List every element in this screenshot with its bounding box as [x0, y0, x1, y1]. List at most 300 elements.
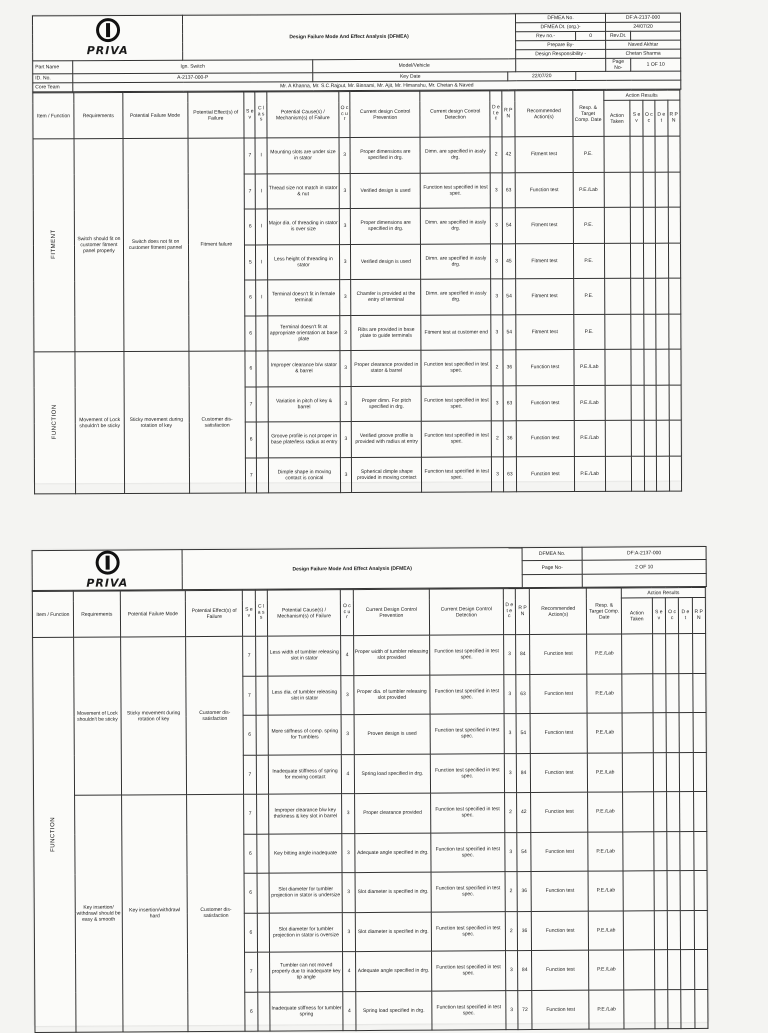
class-cell — [257, 873, 269, 913]
col-header-class: C l a s s — [255, 92, 267, 138]
action-result-cell — [655, 207, 668, 243]
rpn-cell: 36 — [503, 421, 517, 457]
action-result-cell — [679, 673, 693, 713]
rpn-cell: 54 — [502, 314, 516, 350]
col-header-detection: Current Design Control Detection — [429, 589, 503, 635]
responsibility-cell: P.E./Lab — [587, 713, 622, 753]
class-cell — [257, 422, 268, 458]
action-result-cell — [655, 172, 668, 208]
model-label: Model/Vehicle — [313, 59, 516, 73]
col-header-requirements: Requirements — [74, 93, 123, 139]
action-result-cell — [605, 385, 632, 421]
effect-cell: Customer dis-satisfaction — [186, 636, 244, 794]
rpn-cell: 54 — [517, 832, 532, 872]
rpn-cell: 36 — [517, 911, 532, 951]
class-cell — [256, 351, 267, 387]
page-no-value: 1 OF 10 — [631, 58, 681, 71]
recommended-cell: Function test — [530, 634, 587, 674]
action-result-cell — [632, 420, 645, 456]
detec-cell: 2 — [490, 137, 501, 173]
col-header-result-occ: O c c — [665, 598, 678, 634]
table-row — [34, 792, 707, 836]
col-header-detec: D e t e c — [490, 91, 502, 137]
action-result-cell — [604, 136, 631, 172]
rpn-cell: 42 — [516, 793, 531, 833]
sev-cell: 6 — [244, 209, 255, 245]
recommended-cell: Function test — [531, 792, 588, 832]
recommended-cell: Function test — [530, 674, 587, 714]
action-result-cell — [669, 456, 682, 492]
cause-cell: Mounting slots are under size in stator — [267, 138, 339, 174]
col-header-requirements: Requirements — [73, 591, 120, 637]
failure-mode-cell: Switch does not fit on customer fitment pannel — [123, 138, 189, 351]
prevention-cell: Proper dimensions are specified in drg. — [350, 137, 420, 173]
detec-cell: 3 — [491, 385, 502, 421]
effect-cell: Customer dis-satisfaction — [188, 351, 245, 493]
cause-cell: Slot diameter for tumbler projection in stator is oversize — [269, 912, 343, 952]
recommended-cell: Fitment test — [516, 279, 574, 315]
action-result-cell — [693, 713, 707, 753]
action-result-cell — [667, 831, 681, 871]
page-no-value: 2 OF 10 — [582, 560, 706, 574]
detec-cell: 3 — [491, 279, 502, 315]
col-header-effects: Potential Effect(s) of Failure — [187, 92, 244, 138]
responsibility-cell: P.E./Lab — [588, 792, 623, 832]
action-result-cell — [669, 420, 682, 456]
dfmea-no-value: DF:A-2137-000 — [605, 13, 680, 22]
class-cell: I — [256, 280, 267, 316]
recommended-cell: Function test — [531, 911, 588, 951]
table-row — [33, 634, 706, 678]
detec-cell: 3 — [491, 243, 502, 279]
effect-cell: Fitment failure — [188, 138, 246, 351]
responsibility-cell: P.E./Lab — [574, 385, 605, 421]
action-result-cell — [604, 207, 631, 243]
class-cell — [257, 913, 269, 953]
sev-cell: 6 — [245, 913, 257, 953]
action-result-cell — [631, 278, 644, 314]
action-result-cell — [605, 349, 632, 385]
rpn-cell: 45 — [502, 243, 516, 279]
occur-cell: 3 — [340, 315, 351, 351]
class-cell — [255, 676, 267, 716]
action-result-cell — [623, 792, 654, 832]
prevention-cell: Verified design is used — [351, 244, 421, 280]
col-header-detec: D e t e c — [503, 589, 516, 635]
col-header-action-results: Action Results — [621, 588, 705, 599]
dfmea-table-page-1 — [32, 90, 682, 495]
recommended-cell: Function test — [515, 172, 573, 208]
action-result-cell — [631, 314, 644, 350]
item-function-cell — [34, 352, 76, 494]
action-result-cell — [680, 792, 694, 832]
occur-cell: 3 — [339, 173, 350, 209]
rev-no-value: 0 — [576, 31, 606, 40]
rpn-cell: 84 — [516, 635, 531, 675]
action-result-cell — [680, 752, 694, 792]
action-result-cell — [654, 831, 668, 871]
col-header-cause: Potential Cause(s) / Mechanism(s) of Failure — [267, 92, 339, 138]
responsibility-cell: P.E./Lab — [588, 871, 623, 911]
action-result-cell — [632, 456, 645, 492]
sev-cell: 7 — [245, 386, 256, 422]
occur-cell: 3 — [342, 833, 354, 873]
rpn-cell: 84 — [516, 753, 531, 793]
dfmea-sheet-page-1 — [32, 13, 682, 484]
prevention-cell: Chamfer is provided at the entry of terminal — [351, 279, 421, 315]
prevention-cell: Slot diameter is specified in drg. — [355, 912, 432, 952]
action-result-cell — [668, 314, 681, 350]
class-cell: I — [256, 209, 267, 245]
action-result-cell — [668, 349, 681, 385]
action-result-cell — [694, 910, 708, 950]
requirement-cell: Key insertion/ withdrawl should be easy & smooth — [74, 795, 122, 1032]
action-result-cell — [680, 871, 694, 911]
prevention-cell: Adequate angle specified in drg. — [355, 951, 432, 991]
action-result-cell — [654, 950, 668, 990]
col-header-prevention: Current design Control Prevention — [350, 91, 420, 137]
sev-cell: 6 — [243, 715, 255, 755]
sev-cell: 7 — [244, 755, 256, 795]
responsibility-cell: P.E./Lab — [589, 911, 624, 951]
action-result-cell — [654, 910, 668, 950]
action-result-cell — [604, 172, 631, 208]
col-header-action-results: Action Results — [603, 90, 679, 100]
action-result-cell — [643, 136, 656, 172]
sev-cell: 7 — [244, 794, 256, 834]
item-function-label: FITMENT — [50, 229, 57, 260]
rpn-cell: 42 — [502, 137, 516, 173]
col-header-prevention: Current Design Control Prevention — [353, 589, 430, 635]
responsibility-cell: P.E. — [573, 207, 604, 243]
col-header-cause: Potential Cause(s) / Mechanism(s) of Failure — [267, 590, 341, 636]
action-result-cell — [681, 910, 695, 950]
detection-cell: Function test specified in test spec. — [431, 911, 505, 951]
detec-cell: 3 — [505, 951, 517, 991]
cause-cell: Improper clearance b/w stator & barrel — [268, 351, 340, 387]
action-result-cell — [655, 136, 668, 172]
action-result-cell — [644, 456, 657, 492]
effect-cell: Customer dis-satisfaction — [187, 794, 246, 1031]
rpn-cell: 84 — [517, 951, 532, 991]
rpn-cell: 54 — [502, 279, 516, 315]
header-table-page-2 — [32, 546, 707, 591]
detection-cell: Function test specified in test spec. — [422, 421, 492, 457]
logo-icon — [95, 551, 119, 575]
part-name-value: Ign. Switch — [73, 60, 313, 74]
action-result-cell — [604, 278, 631, 314]
occur-cell: 3 — [340, 457, 351, 493]
detection-cell: Function test specified in test spec. — [431, 872, 505, 912]
rpn-cell: 36 — [517, 872, 532, 912]
action-result-cell — [643, 278, 656, 314]
detection-cell: Dimn. are specified in assly drg. — [421, 243, 491, 279]
prevention-cell: Adequate angle specified in drg. — [354, 833, 431, 873]
item-function-cell — [33, 139, 75, 352]
detection-cell: Function test specified in test spec. — [431, 832, 505, 872]
prevention-cell: Proven design is used — [354, 714, 431, 754]
prevention-cell: Spring load specified in drg. — [355, 991, 432, 1031]
recommended-cell: Function test — [531, 871, 588, 911]
prevention-cell: Proper clearance provided — [354, 793, 431, 833]
key-date-label: Key Date — [313, 72, 508, 82]
rpn-cell: 63 — [503, 456, 517, 492]
page-no-label: Page No- — [522, 561, 582, 575]
col-header-item: Item / Function — [33, 93, 74, 139]
sev-cell: 6 — [245, 992, 257, 1032]
col-header-class: C l a s s — [255, 590, 268, 636]
sev-cell: 7 — [246, 457, 257, 493]
action-result-cell — [694, 989, 708, 1029]
action-result-cell — [605, 420, 632, 456]
action-result-cell — [624, 950, 655, 990]
class-cell — [257, 386, 268, 422]
action-result-cell — [694, 950, 708, 990]
cause-cell: Slot diameter for tumbler projection in stator is undersize — [269, 873, 343, 913]
occur-cell: 3 — [340, 422, 351, 458]
responsibility-cell: P.E./Lab — [574, 456, 605, 492]
prevention-cell: Proper dimn. For pitch specified in drg. — [351, 386, 421, 422]
header-table — [32, 13, 681, 93]
col-header-action-taken: Action Taken — [603, 100, 630, 136]
class-cell — [257, 952, 269, 992]
action-result-cell — [653, 752, 667, 792]
detection-cell: Function test specified in test spec. — [430, 674, 504, 714]
sev-cell: 6 — [245, 280, 256, 316]
col-header-rpn: R P N — [501, 91, 515, 137]
occur-cell: 3 — [340, 280, 351, 316]
rpn-cell: 72 — [518, 990, 533, 1030]
rpn-cell: 63 — [502, 172, 516, 208]
detection-cell: Dimn. are specified in assly drg. — [420, 137, 490, 173]
action-result-cell — [681, 950, 695, 990]
sev-cell: 5 — [245, 244, 256, 280]
occur-cell: 4 — [342, 754, 354, 794]
action-result-cell — [669, 385, 682, 421]
prevention-cell: Proper dimensions are specified in drg. — [351, 208, 421, 244]
cause-cell: Thread size not match in stator & nut — [267, 173, 339, 209]
action-result-cell — [693, 752, 707, 792]
action-result-cell — [623, 910, 654, 950]
col-header-detection: Current design Control Detection — [420, 91, 490, 137]
recommended-cell: Fitment test — [515, 137, 573, 173]
col-header-responsibility: Resp. & Target Comp. Date — [587, 588, 622, 634]
design-resp-value: Chetan Sharma — [606, 49, 681, 58]
detec-cell: 3 — [492, 456, 503, 492]
prepared-by-value: Naved Akhtar — [606, 40, 681, 49]
action-result-cell — [656, 243, 669, 279]
occur-cell: 3 — [342, 794, 354, 834]
class-cell — [256, 715, 268, 755]
action-result-cell — [666, 673, 680, 713]
rpn-cell: 63 — [503, 385, 517, 421]
class-cell: I — [256, 138, 267, 174]
sev-cell: 7 — [243, 636, 255, 676]
requirement-cell: Switch should fit on customer fitment panel properly — [74, 139, 123, 352]
prevention-cell: Proper clearance provided in stator & barrel — [351, 350, 421, 386]
detec-cell: 3 — [491, 314, 502, 350]
company-logo: PRIVA — [32, 15, 182, 61]
occur-cell: 3 — [339, 209, 350, 245]
key-date-value: 22/07/20 — [508, 72, 576, 81]
responsibility-cell: P.E./Lab — [587, 634, 622, 674]
recommended-cell: Function test — [532, 950, 589, 990]
col-header-effects: Potential Effect(s) of Failure — [185, 590, 242, 636]
occur-cell: 4 — [343, 952, 355, 992]
cause-cell: Less dia. of tumbler releasing slot in stator — [268, 675, 342, 715]
requirement-cell: Movement of Lock shouldn't be sticky — [75, 352, 124, 494]
col-header-result-sev: S e v — [630, 100, 643, 136]
recommended-cell: Function test — [516, 350, 574, 386]
action-result-cell — [644, 314, 657, 350]
col-header-result-sev: S e v — [652, 598, 665, 634]
detection-cell: Fitment test at customer end — [421, 314, 491, 350]
detection-cell: Function test specified in test spec. — [422, 456, 492, 492]
col-header-sev: S e v — [244, 92, 256, 138]
page-title: Design Failure Mode And Effect Analysis (DFMEA) — [182, 14, 515, 60]
occur-cell: 4 — [341, 636, 353, 676]
col-header-item: Item / Function — [32, 591, 73, 637]
col-header-result-occ: O c c — [643, 100, 656, 136]
detection-cell: Function test specified in test spec. — [430, 714, 504, 754]
occur-cell: 4 — [343, 991, 355, 1031]
core-team-value: Mr. A Khanna, Mr. S.C.Rajput, Mr. Binnami, Mr. Ajit, Mr. Himanshu, Mr. Chetan & Naved — [73, 80, 681, 92]
action-result-cell — [605, 456, 632, 492]
responsibility-cell: P.E. — [573, 278, 604, 314]
occur-cell: 3 — [341, 675, 353, 715]
action-result-cell — [666, 713, 680, 753]
action-result-cell — [657, 456, 670, 492]
action-result-cell — [668, 989, 682, 1029]
action-result-cell — [668, 207, 681, 243]
class-cell: I — [256, 173, 267, 209]
detec-cell: 3 — [491, 172, 502, 208]
cause-cell: Tumbler can not moved properly due to inadequate key tip angle — [269, 952, 343, 992]
design-resp-label: Design Responsibility - — [516, 49, 606, 58]
cause-cell: Dimple shape in moving contact is conical — [268, 457, 340, 493]
action-result-cell — [622, 752, 653, 792]
action-result-cell — [631, 172, 644, 208]
prevention-cell: Slot diameter is specified in drg. — [355, 872, 432, 912]
action-result-cell — [631, 349, 644, 385]
detection-cell: Function test specified in test spec. — [420, 172, 490, 208]
detec-cell: 2 — [505, 872, 517, 912]
item-function-label: FUNCTION — [51, 404, 58, 440]
cause-cell: Improper clearance b/w key thickness & key slot in barrel — [268, 794, 342, 834]
action-result-cell — [632, 385, 645, 421]
prevention-cell: Verified design is used — [350, 173, 420, 209]
recommended-cell: Function test — [516, 456, 574, 492]
recommended-cell: Fitment test — [516, 314, 574, 350]
action-result-cell — [653, 713, 667, 753]
prevention-cell: Proper width of tumbler releasing slot provided — [353, 635, 430, 675]
detec-cell: 2 — [492, 421, 503, 457]
recommended-cell: Fitment test — [515, 208, 573, 244]
action-result-cell — [656, 385, 669, 421]
occur-cell: 3 — [340, 386, 351, 422]
action-result-cell — [631, 243, 644, 279]
requirement-cell: Movement of Lock shouldn't be sticky — [73, 637, 121, 795]
failure-mode-cell: Sticky movement during rotation of key — [124, 351, 190, 493]
detec-cell: 3 — [503, 635, 515, 675]
recommended-cell: Fitment test — [516, 243, 574, 279]
prevention-cell: Ribs are provided in base plate to guide terminals — [351, 315, 421, 351]
detection-cell: Function test specified in test spec. — [430, 753, 504, 793]
responsibility-cell: P.E./Lab — [588, 832, 623, 872]
action-result-cell — [680, 831, 694, 871]
prevention-cell: Spring load specified in drg. — [354, 754, 431, 794]
occur-cell: 3 — [339, 138, 350, 174]
cause-cell: Groove profile is not proper in base plate/less radius at entry — [268, 422, 340, 458]
item-function-label: FUNCTION — [50, 816, 57, 852]
action-result-cell — [693, 792, 707, 832]
action-result-cell — [656, 420, 669, 456]
action-result-cell — [667, 792, 681, 832]
detection-cell: Dimn. are specified in assly drg. — [421, 208, 491, 244]
detec-cell: 2 — [491, 350, 502, 386]
action-result-cell — [630, 136, 643, 172]
action-result-cell — [667, 871, 681, 911]
cause-cell: Variation in pitch of key & barrel — [268, 386, 340, 422]
sev-cell: 6 — [245, 315, 256, 351]
sev-cell: 6 — [244, 834, 256, 874]
action-result-cell — [644, 385, 657, 421]
action-result-cell — [653, 673, 667, 713]
page-no-label: Page No- — [606, 58, 631, 71]
class-cell — [256, 755, 268, 795]
action-result-cell — [694, 871, 708, 911]
cause-cell: Less width of tumbler releasing slot in stator — [267, 636, 341, 676]
part-name-label: Part Name — [33, 61, 73, 74]
detection-cell: Function test specified in test spec. — [432, 951, 506, 991]
action-result-cell — [654, 871, 668, 911]
cause-cell: Inadequate stiffness for tumbler spring — [270, 991, 344, 1031]
failure-mode-cell: Sticky movement during rotation of key — [120, 637, 186, 795]
detec-cell: 3 — [504, 674, 516, 714]
responsibility-cell: P.E./Lab — [573, 172, 604, 208]
recommended-cell: Function test — [516, 385, 574, 421]
action-result-cell — [624, 989, 655, 1029]
action-result-cell — [656, 278, 669, 314]
action-result-cell — [668, 243, 681, 279]
class-cell — [256, 794, 268, 834]
responsibility-cell: P.E./Lab — [574, 420, 605, 456]
class-cell: I — [256, 244, 267, 280]
recommended-cell: Function test — [531, 832, 588, 872]
sev-cell: 7 — [243, 676, 255, 716]
occur-cell: 3 — [341, 715, 353, 755]
dfmea-table-page-2 — [32, 587, 709, 1033]
action-result-cell — [666, 752, 680, 792]
recommended-cell: Function test — [531, 753, 588, 793]
class-cell — [257, 457, 268, 493]
action-result-cell — [668, 136, 681, 172]
action-result-cell — [622, 673, 653, 713]
action-result-cell — [644, 349, 657, 385]
rpn-cell: 36 — [503, 350, 517, 386]
col-header-occur: O c c u r — [341, 590, 354, 636]
sev-cell: 6 — [244, 873, 256, 913]
col-header-failure-mode: Potential Failure Mode — [122, 92, 187, 138]
responsibility-cell: P.E./Lab — [589, 990, 624, 1030]
action-result-cell — [604, 243, 631, 279]
detec-cell: 3 — [504, 832, 516, 872]
action-result-cell — [643, 243, 656, 279]
detec-cell: 2 — [504, 793, 516, 833]
responsibility-cell: P.E. — [573, 243, 604, 279]
id-no-label: ID. No. — [33, 74, 73, 83]
sev-cell: 6 — [245, 422, 256, 458]
